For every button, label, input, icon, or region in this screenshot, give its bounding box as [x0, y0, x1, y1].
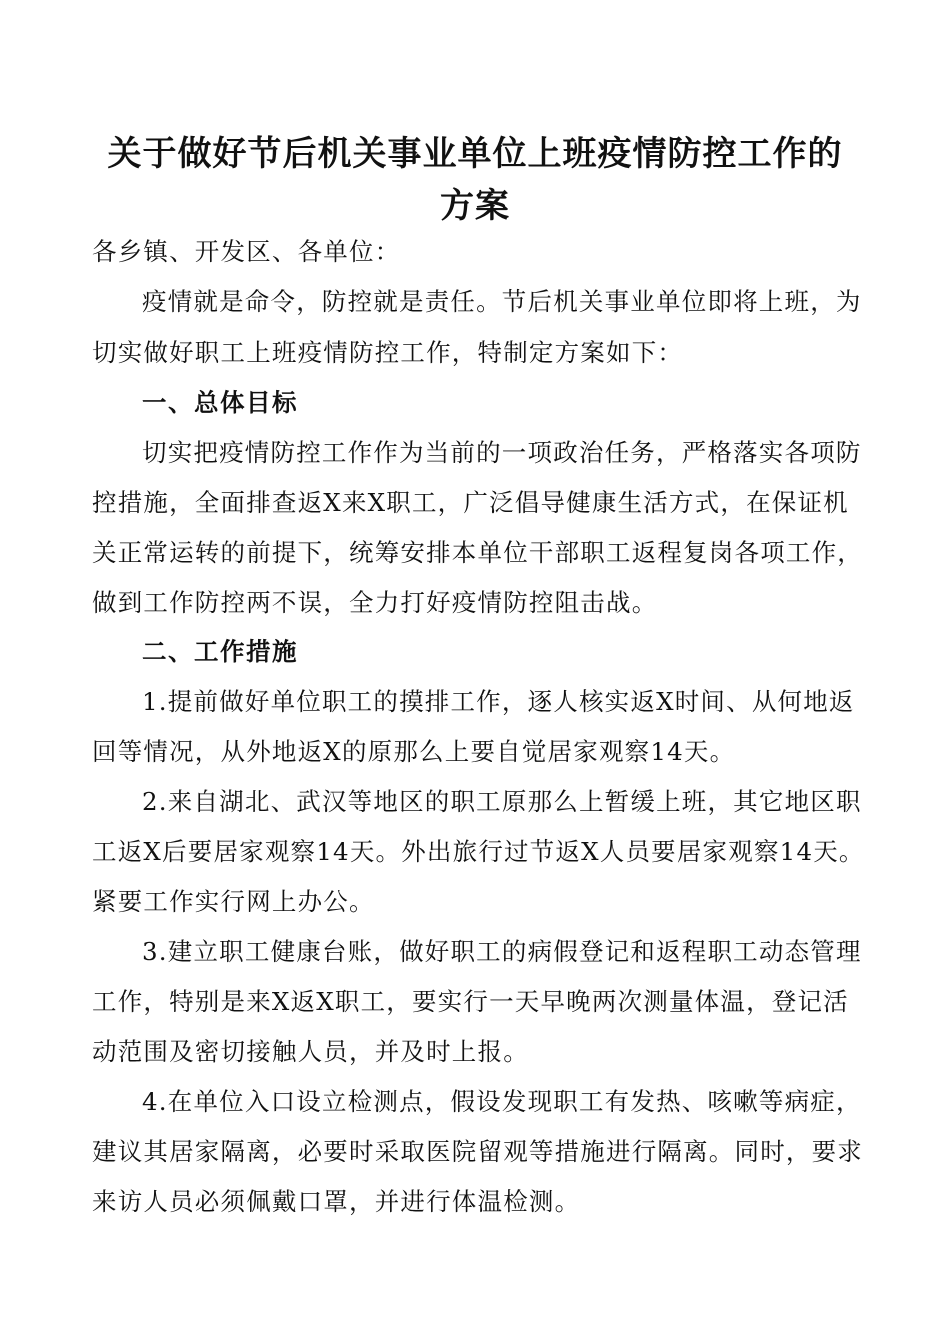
paragraph-line: 紧要工作实行网上办公。 [92, 887, 375, 916]
paragraph-line: 工返X后要居家观察14天。外出旅行过节返X人员要居家观察14天。 [92, 837, 865, 866]
paragraph-line: 切实把疫情防控工作作为当前的一项政治任务，严格落实各项防 [142, 438, 862, 467]
paragraph-line: 回等情况，从外地返X的原那么上要自觉居家观察14天。 [92, 737, 736, 766]
paragraph-line: 疫情就是命令，防控就是责任。节后机关事业单位即将上班，为 [142, 287, 862, 316]
section-heading-overall-goal: 一、总体目标 [142, 388, 298, 417]
paragraph-line: 来访人员必须佩戴口罩，并进行体温检测。 [92, 1187, 581, 1216]
paragraph-line: 做到工作防控两不误，全力打好疫情防控阻击战。 [92, 588, 658, 617]
document-title-line-2: 方案 [440, 186, 510, 226]
paragraph-line: 关正常运转的前提下，统筹安排本单位干部职工返程复岗各项工作， [92, 538, 863, 567]
section-heading-work-measures: 二、工作措施 [142, 637, 298, 666]
paragraph-line: 4.在单位入口设立检测点，假设发现职工有发热、咳嗽等病症， [142, 1087, 862, 1116]
paragraph-line: 3.建立职工健康台账，做好职工的病假登记和返程职工动态管理 [142, 937, 862, 966]
document-title-line-1: 关于做好节后机关事业单位上班疫情防控工作的 [107, 134, 843, 174]
salutation: 各乡镇、开发区、各单位： [92, 237, 401, 266]
paragraph-line: 切实做好职工上班疫情防控工作，特制定方案如下： [92, 338, 684, 367]
paragraph-line: 1.提前做好单位职工的摸排工作，逐人核实返X时间、从何地返 [142, 687, 855, 716]
paragraph-line: 建议其居家隔离，必要时采取医院留观等措施进行隔离。同时，要求 [92, 1137, 863, 1166]
paragraph-line: 工作，特别是来X返X职工，要实行一天早晚两次测量体温，登记活 [92, 987, 849, 1016]
paragraph-line: 2.来自湖北、武汉等地区的职工原那么上暂缓上班，其它地区职 [142, 787, 862, 816]
paragraph-line: 控措施，全面排查返X来X职工，广泛倡导健康生活方式，在保证机 [92, 488, 849, 517]
paragraph-line: 动范围及密切接触人员，并及时上报。 [92, 1037, 529, 1066]
